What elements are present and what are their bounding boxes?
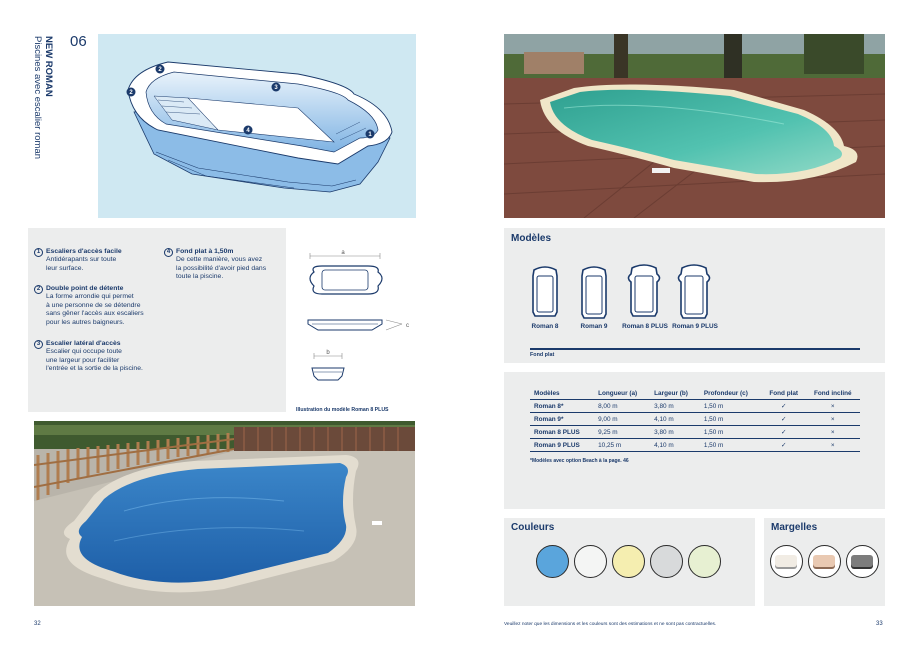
- model-label-roman-8: Roman 8: [531, 323, 559, 330]
- model-label-roman-8-plus: Roman 8 PLUS: [622, 323, 668, 330]
- callout-1: [366, 130, 375, 139]
- feature-4-title: Fond plat à 1,50m: [176, 248, 234, 255]
- illustration-caption: Illustration du modèle Roman 8 PLUS: [296, 407, 389, 413]
- models-footer-label: Fond plat: [530, 352, 555, 358]
- models-divider: [530, 348, 860, 350]
- color-swatch-blue[interactable]: [536, 545, 569, 578]
- feature-1-title: Escaliers d'accès facile: [46, 248, 122, 255]
- cross-icon: ×: [806, 426, 860, 439]
- page-number-left: 32: [34, 621, 41, 627]
- margelle-swatch-grey[interactable]: [846, 545, 879, 578]
- model-name-vertical: NEW ROMAN: [43, 36, 54, 97]
- margelle-stone-white: [775, 555, 797, 567]
- pool-photo-right: [504, 34, 885, 218]
- color-swatch-grey[interactable]: [650, 545, 683, 578]
- cross-icon: ×: [806, 413, 860, 426]
- color-swatch-green[interactable]: [688, 545, 721, 578]
- specs-table: [530, 388, 860, 452]
- pool-diagram-panel: [98, 34, 416, 218]
- color-swatch-sand[interactable]: [612, 545, 645, 578]
- margelle-stone-beige: [813, 555, 835, 567]
- roman-8-plus-shape: [629, 265, 660, 316]
- specs-footnote: *Modèles avec option Beach à la page. 46: [530, 458, 629, 464]
- side-view-drawing: [308, 320, 402, 330]
- model-label-roman-9: Roman 9: [580, 323, 608, 330]
- callout-2-left: [127, 88, 136, 97]
- feature-3-title: Escalier latéral d'accès: [46, 340, 121, 347]
- specs-header-row: Modèles Longueur (a) Largeur (b) Profondeur (c) Fond plat Fond incliné: [530, 388, 860, 400]
- pool-photo-left: [34, 421, 415, 606]
- feature-3: 3 Escalier latéral d'accès Escalier qui occupe toute une largeur pour faciliter l'entrée et la sortie de la piscine.: [34, 340, 169, 374]
- top-view-drawing: [310, 253, 382, 294]
- margelle-stone-grey: [851, 555, 873, 567]
- dimension-c: c: [406, 323, 409, 329]
- feature-4: 4 Fond plat à 1,50m De cette manière, vous avez la possibilité d'avoir pied dans toute la piscine.: [164, 248, 284, 282]
- svg-text:2: 2: [129, 90, 133, 97]
- colors-section-title: Couleurs: [511, 522, 555, 533]
- check-icon: ✓: [762, 439, 806, 452]
- svg-text:1: 1: [368, 132, 372, 139]
- models-section-title: Modèles: [511, 233, 552, 244]
- model-label-roman-9-plus: Roman 9 PLUS: [672, 323, 718, 330]
- feature-2-title: Double point de détente: [46, 285, 124, 292]
- margelles-section-title: Margelles: [771, 522, 818, 533]
- table-row: Roman 8* 8,00 m 3,80 m 1,50 m ✓ ×: [530, 400, 860, 413]
- technical-drawings: [298, 244, 418, 394]
- callout-2-top: [156, 65, 165, 74]
- check-icon: ✓: [762, 400, 806, 413]
- callout-4: [244, 126, 253, 135]
- table-row: Roman 8 PLUS 9,25 m 3,80 m 1,50 m ✓ ×: [530, 426, 860, 439]
- margelle-swatch-white[interactable]: [770, 545, 803, 578]
- svg-text:3: 3: [274, 85, 278, 92]
- page-number-right: 33: [876, 621, 883, 627]
- roman-8-shape: [533, 267, 557, 316]
- front-view-drawing: [312, 353, 344, 380]
- dimension-a: a: [341, 250, 345, 256]
- callout-3: [272, 83, 281, 92]
- dimension-b: b: [326, 350, 330, 356]
- feature-1: 1 Escaliers d'accès facile Antidérapants sur toute leur surface.: [34, 248, 164, 273]
- subtitle-vertical: Piscines avec escalier roman: [32, 36, 43, 160]
- section-number: 06: [70, 33, 87, 50]
- table-row: Roman 9 PLUS 10,25 m 4,10 m 1,50 m ✓ ×: [530, 439, 860, 452]
- check-icon: ✓: [762, 426, 806, 439]
- cross-icon: ×: [806, 400, 860, 413]
- cross-icon: ×: [806, 439, 860, 452]
- pool-3d-diagram: [98, 34, 416, 218]
- feature-2: 2 Double point de détente La forme arrondie qui permet à une personne de se détendre sans gêner l'accès aux escaliers pour les autres baigneurs.: [34, 285, 169, 327]
- roman-9-plus-shape: [679, 265, 710, 318]
- table-row: Roman 9* 9,00 m 4,10 m 1,50 m ✓ ×: [530, 413, 860, 426]
- svg-text:4: 4: [246, 128, 250, 135]
- margelle-swatch-beige[interactable]: [808, 545, 841, 578]
- svg-text:2: 2: [158, 67, 162, 74]
- disclaimer: Veuillez noter que les dimensions et les couleurs sont des estimations et ne sont pas contractuelles.: [504, 622, 717, 627]
- check-icon: ✓: [762, 413, 806, 426]
- roman-9-shape: [582, 267, 606, 318]
- model-shapes: [520, 262, 720, 322]
- color-swatch-white[interactable]: [574, 545, 607, 578]
